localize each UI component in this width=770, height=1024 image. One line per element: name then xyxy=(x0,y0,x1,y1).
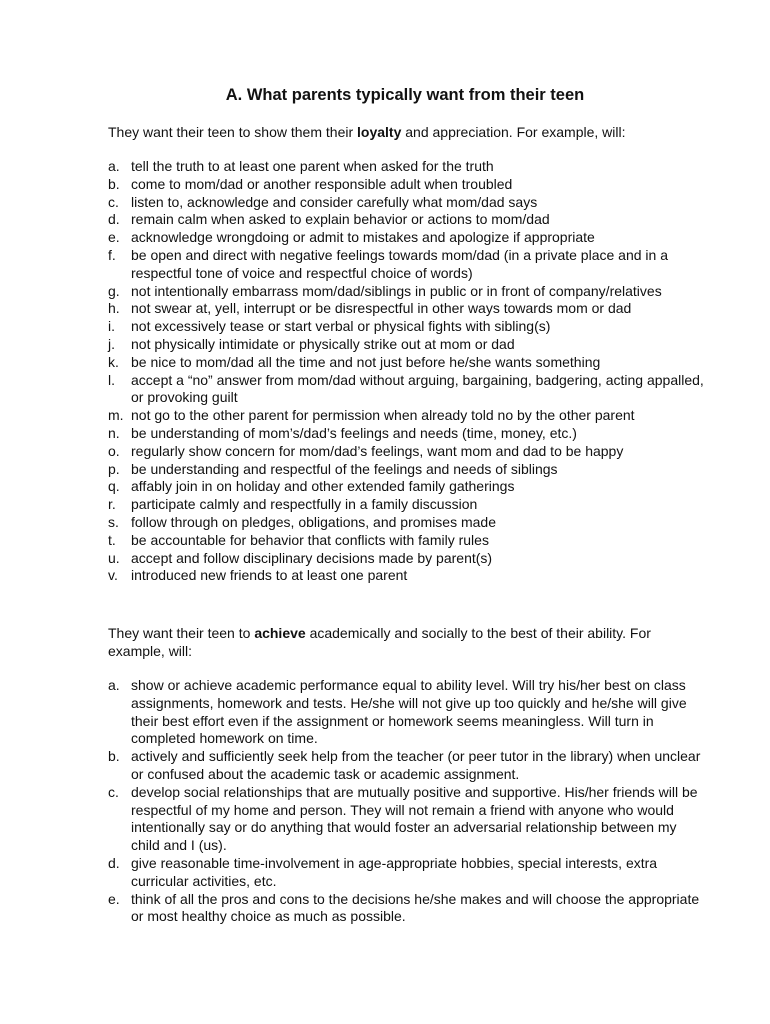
list-item-text: not physically intimidate or physically strike out at mom or dad xyxy=(131,335,515,352)
list-item-letter: i. xyxy=(108,318,115,335)
list-item xyxy=(108,748,708,784)
list-item-text: not swear at, yell, interrupt or be disrespectful in other ways towards mom or dad xyxy=(131,300,632,317)
list-item-letter: m. xyxy=(108,407,124,424)
list-item-text: be nice to mom/dad all the time and not just before he/she wants something xyxy=(131,353,601,370)
list-item-text: be open and direct with negative feelings towards mom/dad (in a private place and in a respectful tone of voice and respectful choice of words) xyxy=(131,246,668,281)
list-item xyxy=(108,211,708,229)
list-item-text: not intentionally embarrass mom/dad/siblings in public or in front of company/relatives xyxy=(131,282,662,299)
list-item-letter: v. xyxy=(108,567,118,584)
intro-text: and appreciation. For example, will: xyxy=(401,124,626,140)
list-item-text: affably join in on holiday and other extended family gatherings xyxy=(131,478,515,495)
list-item xyxy=(108,336,708,354)
list-item xyxy=(108,300,708,318)
list-item-letter: p. xyxy=(108,460,120,477)
list-item-text: be understanding of mom’s/dad’s feelings and needs (time, money, etc.) xyxy=(131,424,577,441)
list-item xyxy=(108,532,708,550)
list-item-text: follow through on pledges, obligations, and promises made xyxy=(131,513,497,530)
list-item-text: participate calmly and respectfully in a family discussion xyxy=(131,496,478,513)
list-item xyxy=(108,229,708,247)
list-item-letter: b. xyxy=(108,175,120,192)
list-item xyxy=(108,425,708,443)
intro-emphasis: achieve xyxy=(254,625,306,641)
list-item-text: tell the truth to at least one parent when asked for the truth xyxy=(131,158,494,174)
list-item-text: be accountable for behavior that conflicts with family rules xyxy=(131,531,489,548)
list-item-letter: c. xyxy=(108,783,119,800)
list-item xyxy=(108,283,708,301)
list-item xyxy=(108,461,708,479)
list-item-text: give reasonable time-involvement in age-appropriate hobbies, special interests, extra curricular activities, etc. xyxy=(131,854,658,889)
intro-text: They want their teen to xyxy=(108,625,255,641)
list-item-letter: t. xyxy=(108,531,116,548)
list-item-letter: h. xyxy=(108,300,120,317)
list-item xyxy=(108,784,708,855)
list-item-letter: o. xyxy=(108,442,120,459)
intro-text: They want their teen to show them their xyxy=(108,124,358,140)
list-item xyxy=(108,354,708,372)
list-item-letter: s. xyxy=(108,513,119,530)
list-item xyxy=(108,318,708,336)
list-item xyxy=(108,372,708,408)
list-item xyxy=(108,855,708,891)
list-item xyxy=(108,496,708,514)
list-item-letter: l. xyxy=(108,371,115,388)
intro-text: academically and socially to the best of their ability. For example, will: xyxy=(108,625,651,659)
list-item-letter: q. xyxy=(108,478,120,495)
list-item-text: not excessively tease or start verbal or physical fights with sibling(s) xyxy=(131,318,551,335)
loyalty-list xyxy=(108,158,708,585)
list-item-text: show or achieve academic performance equal to ability level. Will try his/her best on class assignments, homework and tests. He/she will not give up too quickly and he/she will give their best effort even if the assignment or homework seems meaningless. Will turn in completed homework on time. xyxy=(131,677,687,747)
achieve-intro xyxy=(108,624,708,660)
list-item xyxy=(108,194,708,212)
list-item xyxy=(108,891,708,927)
list-item xyxy=(108,514,708,532)
list-item-text: accept a “no” answer from mom/dad without arguing, bargaining, badgering, acting appalled, or provoking guilt xyxy=(131,371,704,406)
list-item-letter: e. xyxy=(108,229,120,246)
list-item-text: accept and follow disciplinary decisions made by parent(s) xyxy=(131,549,493,566)
list-item xyxy=(108,550,708,568)
list-item-text: actively and sufficiently seek help from the teacher (or peer tutor in the library) when unclear or confused about the academic task or academic assignment. xyxy=(131,748,701,782)
list-item-letter: j. xyxy=(108,335,115,352)
list-item xyxy=(108,407,708,425)
list-item-letter: r. xyxy=(108,496,116,513)
loyalty-intro xyxy=(108,123,708,141)
list-item-letter: a. xyxy=(108,158,120,174)
list-item xyxy=(108,478,708,496)
list-item-letter: d. xyxy=(108,854,120,871)
list-item-text: introduced new friends to at least one parent xyxy=(131,567,408,584)
page-title: A. What parents typically want from their teen xyxy=(225,86,585,104)
list-item xyxy=(108,158,708,176)
list-item-text: think of all the pros and cons to the decisions he/she makes and will choose the appropriate or most healthy choice as much as possible. xyxy=(131,890,700,925)
list-item xyxy=(108,176,708,194)
list-item xyxy=(108,677,708,748)
list-item-letter: n. xyxy=(108,424,120,441)
list-item-letter: c. xyxy=(108,193,119,210)
list-item-text: remain calm when asked to explain behavior or actions to mom/dad xyxy=(131,211,550,228)
list-item-letter: k. xyxy=(108,353,119,370)
list-item xyxy=(108,567,708,585)
list-item-text: acknowledge wrongdoing or admit to mistakes and apologize if appropriate xyxy=(131,229,595,246)
list-item-letter: b. xyxy=(108,748,120,765)
list-item-text: develop social relationships that are mutually positive and supportive. His/her friends will be respectful of my home and person. They will not remain a friend with anyone who would intentionally say or do anything that would foster an adversarial relationship between my child and I (us). xyxy=(131,783,698,854)
list-item-text: not go to the other parent for permission when already told no by the other parent xyxy=(131,407,635,424)
list-item-text: come to mom/dad or another responsible adult when troubled xyxy=(131,175,513,192)
list-item-text: be understanding and respectful of the feelings and needs of siblings xyxy=(131,460,558,477)
list-item-text: regularly show concern for mom/dad’s feelings, want mom and dad to be happy xyxy=(131,442,624,459)
list-item xyxy=(108,247,708,283)
list-item-letter: u. xyxy=(108,549,120,566)
achieve-list xyxy=(108,677,708,926)
list-item-letter: d. xyxy=(108,211,120,228)
list-item-text: listen to, acknowledge and consider carefully what mom/dad says xyxy=(131,193,538,210)
intro-emphasis: loyalty xyxy=(357,124,402,140)
list-item xyxy=(108,443,708,461)
list-item-letter: a. xyxy=(108,677,120,693)
list-item-letter: g. xyxy=(108,282,120,299)
list-item-letter: f. xyxy=(108,246,116,263)
list-item-letter: e. xyxy=(108,890,120,907)
